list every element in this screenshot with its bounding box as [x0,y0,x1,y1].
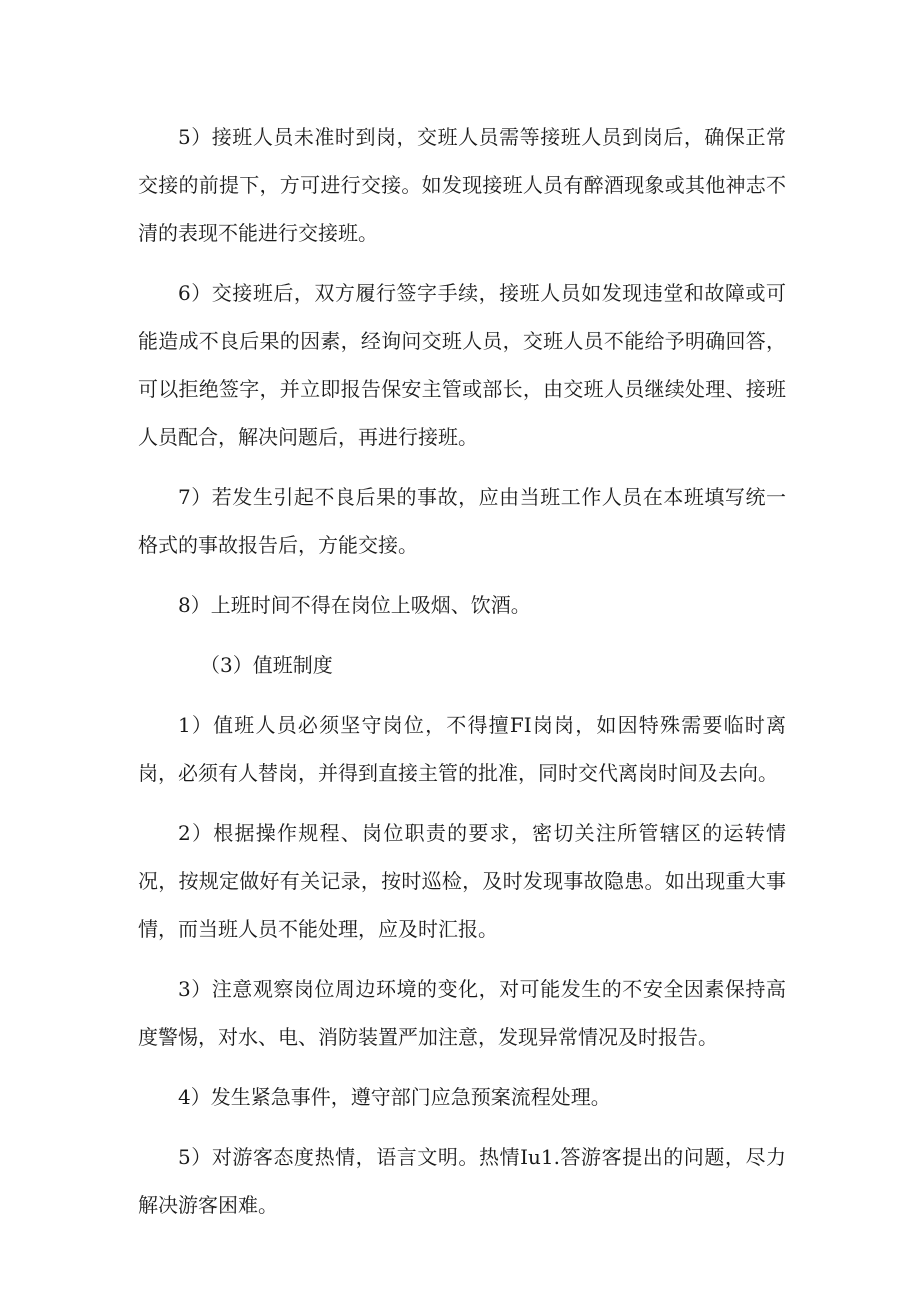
paragraph-handover-5: 5）接班人员未准时到岗，交班人员需等接班人员到岗后，确保正常交接的前提下，方可进行交接。如发现接班人员有醉酒现象或其他神志不清的表现不能进行交接班。 [138,125,786,245]
paragraph-duty-4: 4）发生紧急事件，遵守部门应急预案流程处理。 [178,1085,611,1109]
paragraph-duty-3: 3）注意观察岗位周边环境的变化，对可能发生的不安全因素保持高度警惕，对水、电、消防装置严加注意，发现异常情况及时报告。 [138,977,786,1049]
paragraph-handover-7: 7）若发生引起不良后果的事故，应由当班工作人员在本班填写统一格式的事故报告后，方能交接。 [138,485,786,557]
paragraph-duty-2: 2）根据操作规程、岗位职责的要求，密切关注所管辖区的运转情况，按规定做好有关记录，按时巡检，及时发现事故隐患。如出现重大事情，而当班人员不能处理，应及时汇报。 [138,821,786,941]
paragraph-duty-1: 1）值班人员必须坚守岗位，不得擅FI岗岗，如因特殊需要临时离岗，必须有人替岗，并得到直接主管的批准，同时交代离岗时间及去向。 [138,713,786,785]
paragraph-handover-8: 8）上班时间不得在岗位上吸烟、饮酒。 [178,593,531,617]
document-body [138,113,786,1241]
paragraph-handover-6: 6）交接班后，双方履行签字手续，接班人员如发现违堂和故障或可能造成不良后果的因素，经询问交班人员，交班人员不能给予明确回答，可以拒绝签字，并立即报告保安主管或部长，由交班人员继续处理、接班人员配合，解决问题后，再进行接班。 [138,281,786,449]
section-heading-duty-system: （3）值班制度 [200,653,333,677]
paragraph-duty-5: 5）对游客态度热情，语言文明。热情Iu1.答游客提出的问题，尽力解决游客困难。 [138,1145,786,1217]
